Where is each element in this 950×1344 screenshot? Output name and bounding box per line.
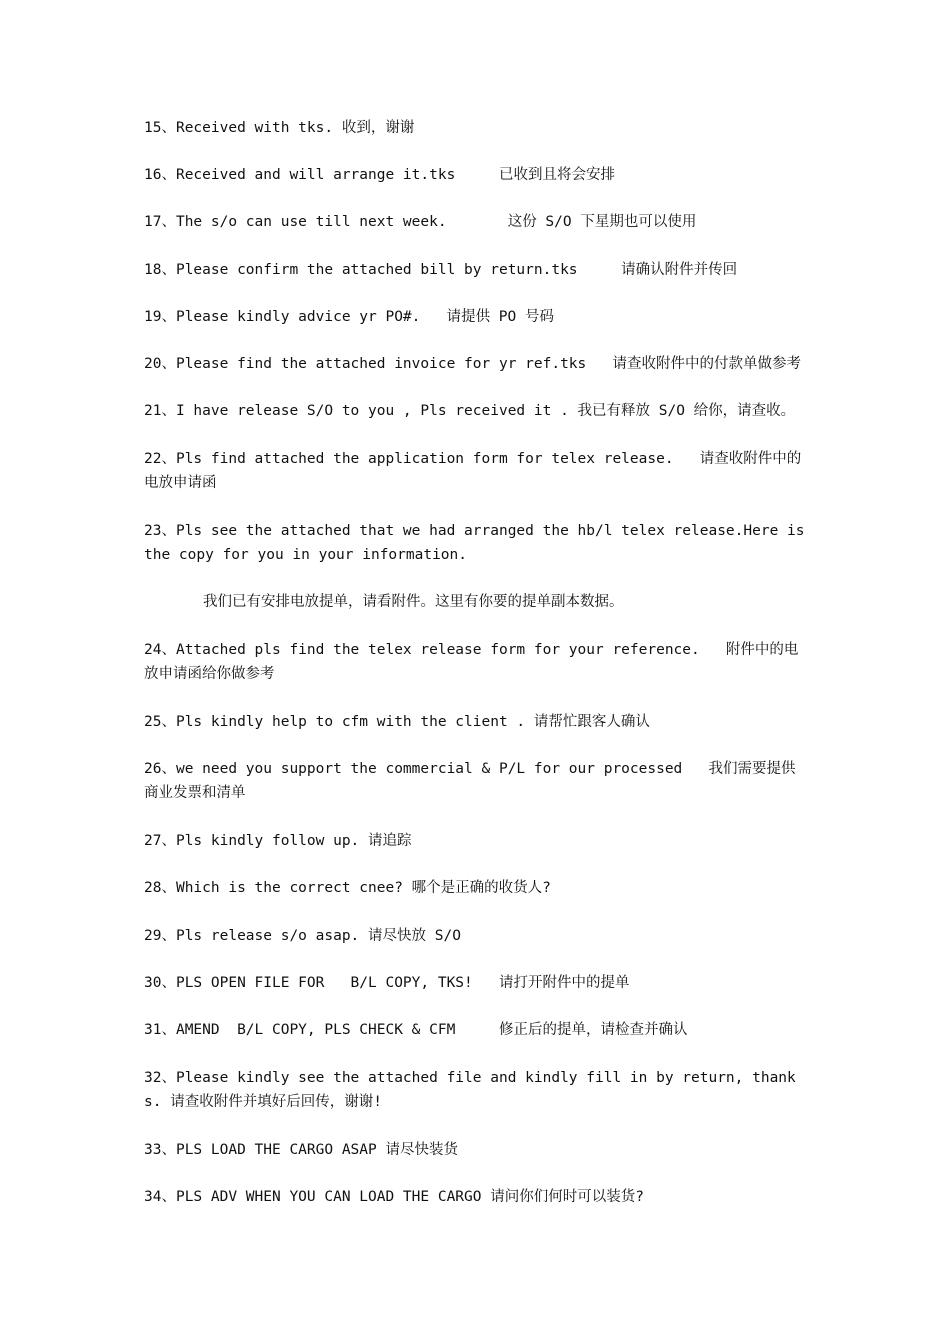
- phrase-24: 24、Attached pls find the telex release form for your reference. 附件中的电放申请函给你做参考: [144, 642, 799, 682]
- phrase-16: 16、Received and will arrange it.tks 已收到且将会安排: [144, 167, 615, 183]
- phrase-18: 18、Please confirm the attached bill by return.tks 请确认附件并传回: [144, 262, 738, 278]
- phrase-28: 28、Which is the correct cnee? 哪个是正确的收货人?: [144, 880, 551, 896]
- phrase-15: 15、Received with tks. 收到，谢谢: [144, 120, 415, 136]
- phrase-25: 25、Pls kindly help to cfm with the client . 请帮忙跟客人确认: [144, 714, 650, 730]
- phrase-17: 17、The s/o can use till next week. 这份 S/O 下星期也可以使用: [144, 214, 697, 230]
- phrase-20: 20、Please find the attached invoice for yr ref.tks 请查收附件中的付款单做参考: [144, 356, 801, 372]
- phrase-21: 21、I have release S/O to you , Pls received it . 我已有释放 S/O 给你，请查收。: [144, 403, 796, 419]
- phrase-23-translation: 我们已有安排电放提单，请看附件。这里有你要的提单副本数据。: [203, 594, 624, 610]
- phrase-22: 22、Pls find attached the application form for telex release. 请查收附件中的电放申请函: [144, 451, 802, 491]
- phrase-29: 29、Pls release s/o asap. 请尽快放 S/O: [144, 928, 461, 944]
- phrase-26: 26、we need you support the commercial & P/L for our processed 我们需要提供商业发票和清单: [144, 761, 796, 801]
- phrase-19: 19、Please kindly advice yr PO#. 请提供 PO 号码: [144, 309, 554, 325]
- phrase-32: 32、Please kindly see the attached file and kindly fill in by return, thanks. 请查收附件并填好后回传，谢谢!: [144, 1070, 796, 1110]
- phrase-27: 27、Pls kindly follow up. 请追踪: [144, 833, 412, 849]
- phrase-34: 34、PLS ADV WHEN YOU CAN LOAD THE CARGO 请问你们何时可以装货?: [144, 1189, 644, 1205]
- phrase-23: 23、Pls see the attached that we had arranged the hb/l telex release.Here is the copy for you in your information.: [144, 523, 814, 563]
- phrase-30: 30、PLS OPEN FILE FOR B/L COPY, TKS! 请打开附件中的提单: [144, 975, 630, 991]
- phrase-33: 33、PLS LOAD THE CARGO ASAP 请尽快装货: [144, 1142, 458, 1158]
- phrase-31: 31、AMEND B/L COPY, PLS CHECK & CFM 修正后的提单，请检查并确认: [144, 1022, 688, 1038]
